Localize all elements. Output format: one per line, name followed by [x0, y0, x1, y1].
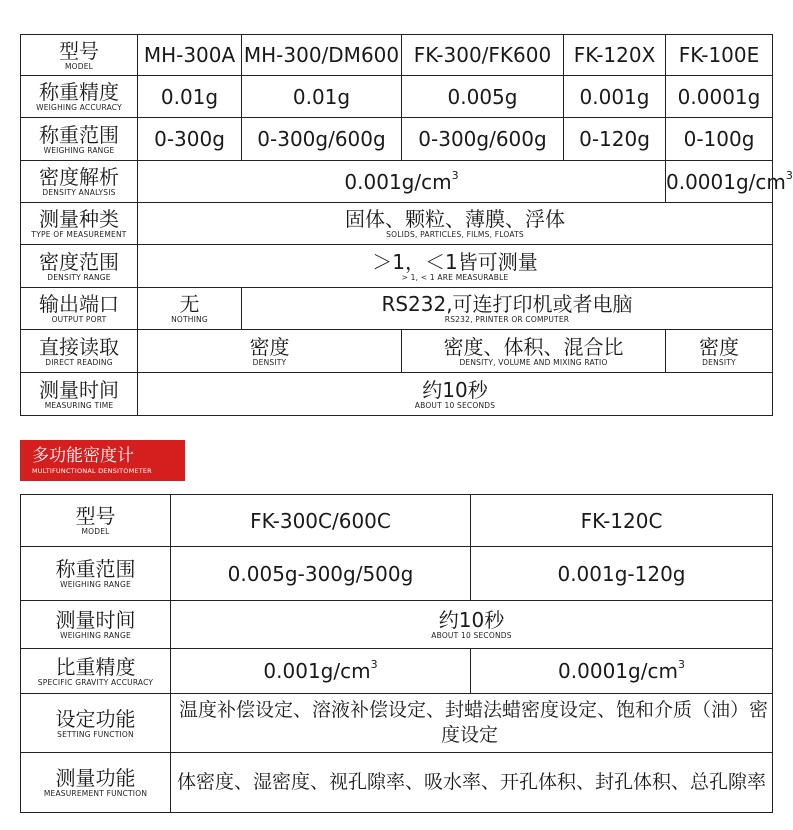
range-cell: 0.001g-120g	[557, 561, 686, 586]
row-output: 输出端口 OUTPUT PORT 无 NOTHING RS232,可连打印机或者电脑 RS232, PRINTER OR COMPUTER	[21, 288, 773, 330]
spec-table-multifunction	[20, 494, 773, 813]
range-cell: 0.005g-300g/500g	[227, 561, 414, 586]
row-direct: 直接读取 DIRECT READING 密度 DENSITY 密度、体积、混合比 DENSITY, VOLUME AND MIXING RATIO 密度 DENSITY	[21, 330, 773, 373]
model-cell: FK-120C	[580, 508, 663, 533]
range-cell: 0-300g/600g	[418, 127, 547, 151]
range-cell: 0-300g/600g	[257, 127, 386, 151]
row-header: 称重精度 WEIGHING ACCURACY	[21, 76, 138, 118]
range-cell: 0-100g	[683, 127, 755, 151]
setting-value: 温度补偿设定、溶液补偿设定、封蜡法蜡密度设定、饱和介质（油）密度设定	[178, 699, 768, 746]
model-cell: MH-300/DM600	[243, 43, 400, 67]
range-cell: 0-120g	[579, 127, 650, 151]
output-value: RS232,可连打印机或者电脑	[381, 292, 633, 316]
density-range-value: ＞1，＜1皆可测量	[372, 249, 538, 274]
gravity-value: $0.001g/cm^3$	[263, 658, 378, 683]
row-header: 输出端口 OUTPUT PORT	[21, 288, 138, 330]
row-header: 测量时间 MEASURING TIME	[21, 373, 138, 416]
row-header: 型号 MODEL	[21, 35, 138, 76]
accuracy-cell: 0.005g	[447, 84, 518, 109]
row-gravity	[21, 649, 773, 694]
section-banner	[20, 440, 185, 481]
model-cell: FK-100E	[678, 43, 760, 67]
accuracy-cell: 0.0001g	[677, 84, 761, 109]
row-type: 测量种类 TYPE OF MEASUREMENT 固体、颗粒、薄膜、浮体 SOLIDS, PARTICLES, FILMS, FLOATS	[21, 203, 773, 245]
model-cell: FK-120X	[573, 43, 656, 67]
density-analysis-value-fine: $0.0001g/cm^3$	[666, 168, 793, 194]
row-header: 称重范围 WEIGHING RANGE	[21, 118, 138, 161]
row-time: 测量时间 MEASURING TIME 约10秒 ABOUT 10 SECONDS	[21, 373, 773, 416]
accuracy-cell: 0.01g	[160, 84, 219, 109]
row-time: 测量时间 WEIGHING RANGE 约10秒 ABOUT 10 SECONDS	[21, 601, 773, 649]
row-header: 比重精度 SPECIFIC GRAVITY ACCURACY	[21, 649, 171, 694]
row-density-analysis	[21, 161, 773, 203]
banner-title: 多功能密度计	[32, 446, 134, 466]
direct-a: 密度	[249, 334, 290, 359]
row-accuracy	[21, 76, 773, 118]
row-header: 密度范围 DENSITY RANGE	[21, 245, 138, 288]
accuracy-cell: 0.01g	[292, 84, 351, 109]
measurement-value: 体密度、湿密度、视孔隙率、吸水率、开孔体积、封孔体积、总孔隙率	[176, 771, 766, 793]
model-cell: FK-300/FK600	[413, 43, 552, 67]
row-header: 测量功能 MEASUREMENT FUNCTION	[21, 753, 171, 813]
row-range	[21, 547, 773, 601]
output-none: 无	[179, 292, 200, 316]
time-value: 约10秒	[438, 608, 505, 632]
type-value: 固体、颗粒、薄膜、浮体	[345, 207, 565, 231]
row-header: 型号 MODEL	[21, 495, 171, 547]
model-cell: MH-300A	[143, 43, 236, 67]
range-cell: 0-300g	[154, 127, 225, 151]
row-header: 测量时间 WEIGHING RANGE	[21, 601, 171, 649]
model-cell: FK-300C/600C	[250, 508, 391, 533]
row-model	[21, 35, 773, 76]
time-value: 约10秒	[422, 377, 488, 402]
row-header: 密度解析 DENSITY ANALYSIS	[21, 161, 138, 203]
row-density-range: 密度范围 DENSITY RANGE ＞1，＜1皆可测量 > 1, < 1 ARE MEASURABLE	[21, 245, 773, 288]
direct-c: 密度	[699, 334, 739, 359]
row-header: 测量种类 TYPE OF MEASUREMENT	[21, 203, 138, 245]
spec-table-main	[20, 34, 793, 416]
density-analysis-value: $0.001g/cm^3$	[344, 168, 459, 194]
gravity-value-fine: $0.0001g/cm^3$	[558, 658, 685, 683]
banner-subtitle: MULTIFUNCTIONAL DENSITOMETER	[32, 467, 152, 475]
row-setting	[21, 694, 773, 753]
row-header: 设定功能 SETTING FUNCTION	[21, 694, 171, 753]
row-header: 称重范围 WEIGHING RANGE	[21, 547, 171, 601]
row-model	[21, 495, 773, 547]
row-range	[21, 118, 773, 161]
accuracy-cell: 0.001g	[579, 84, 650, 109]
row-header: 直接读取 DIRECT READING	[21, 330, 138, 373]
direct-b: 密度、体积、混合比	[443, 334, 624, 359]
row-measurement	[21, 753, 773, 813]
